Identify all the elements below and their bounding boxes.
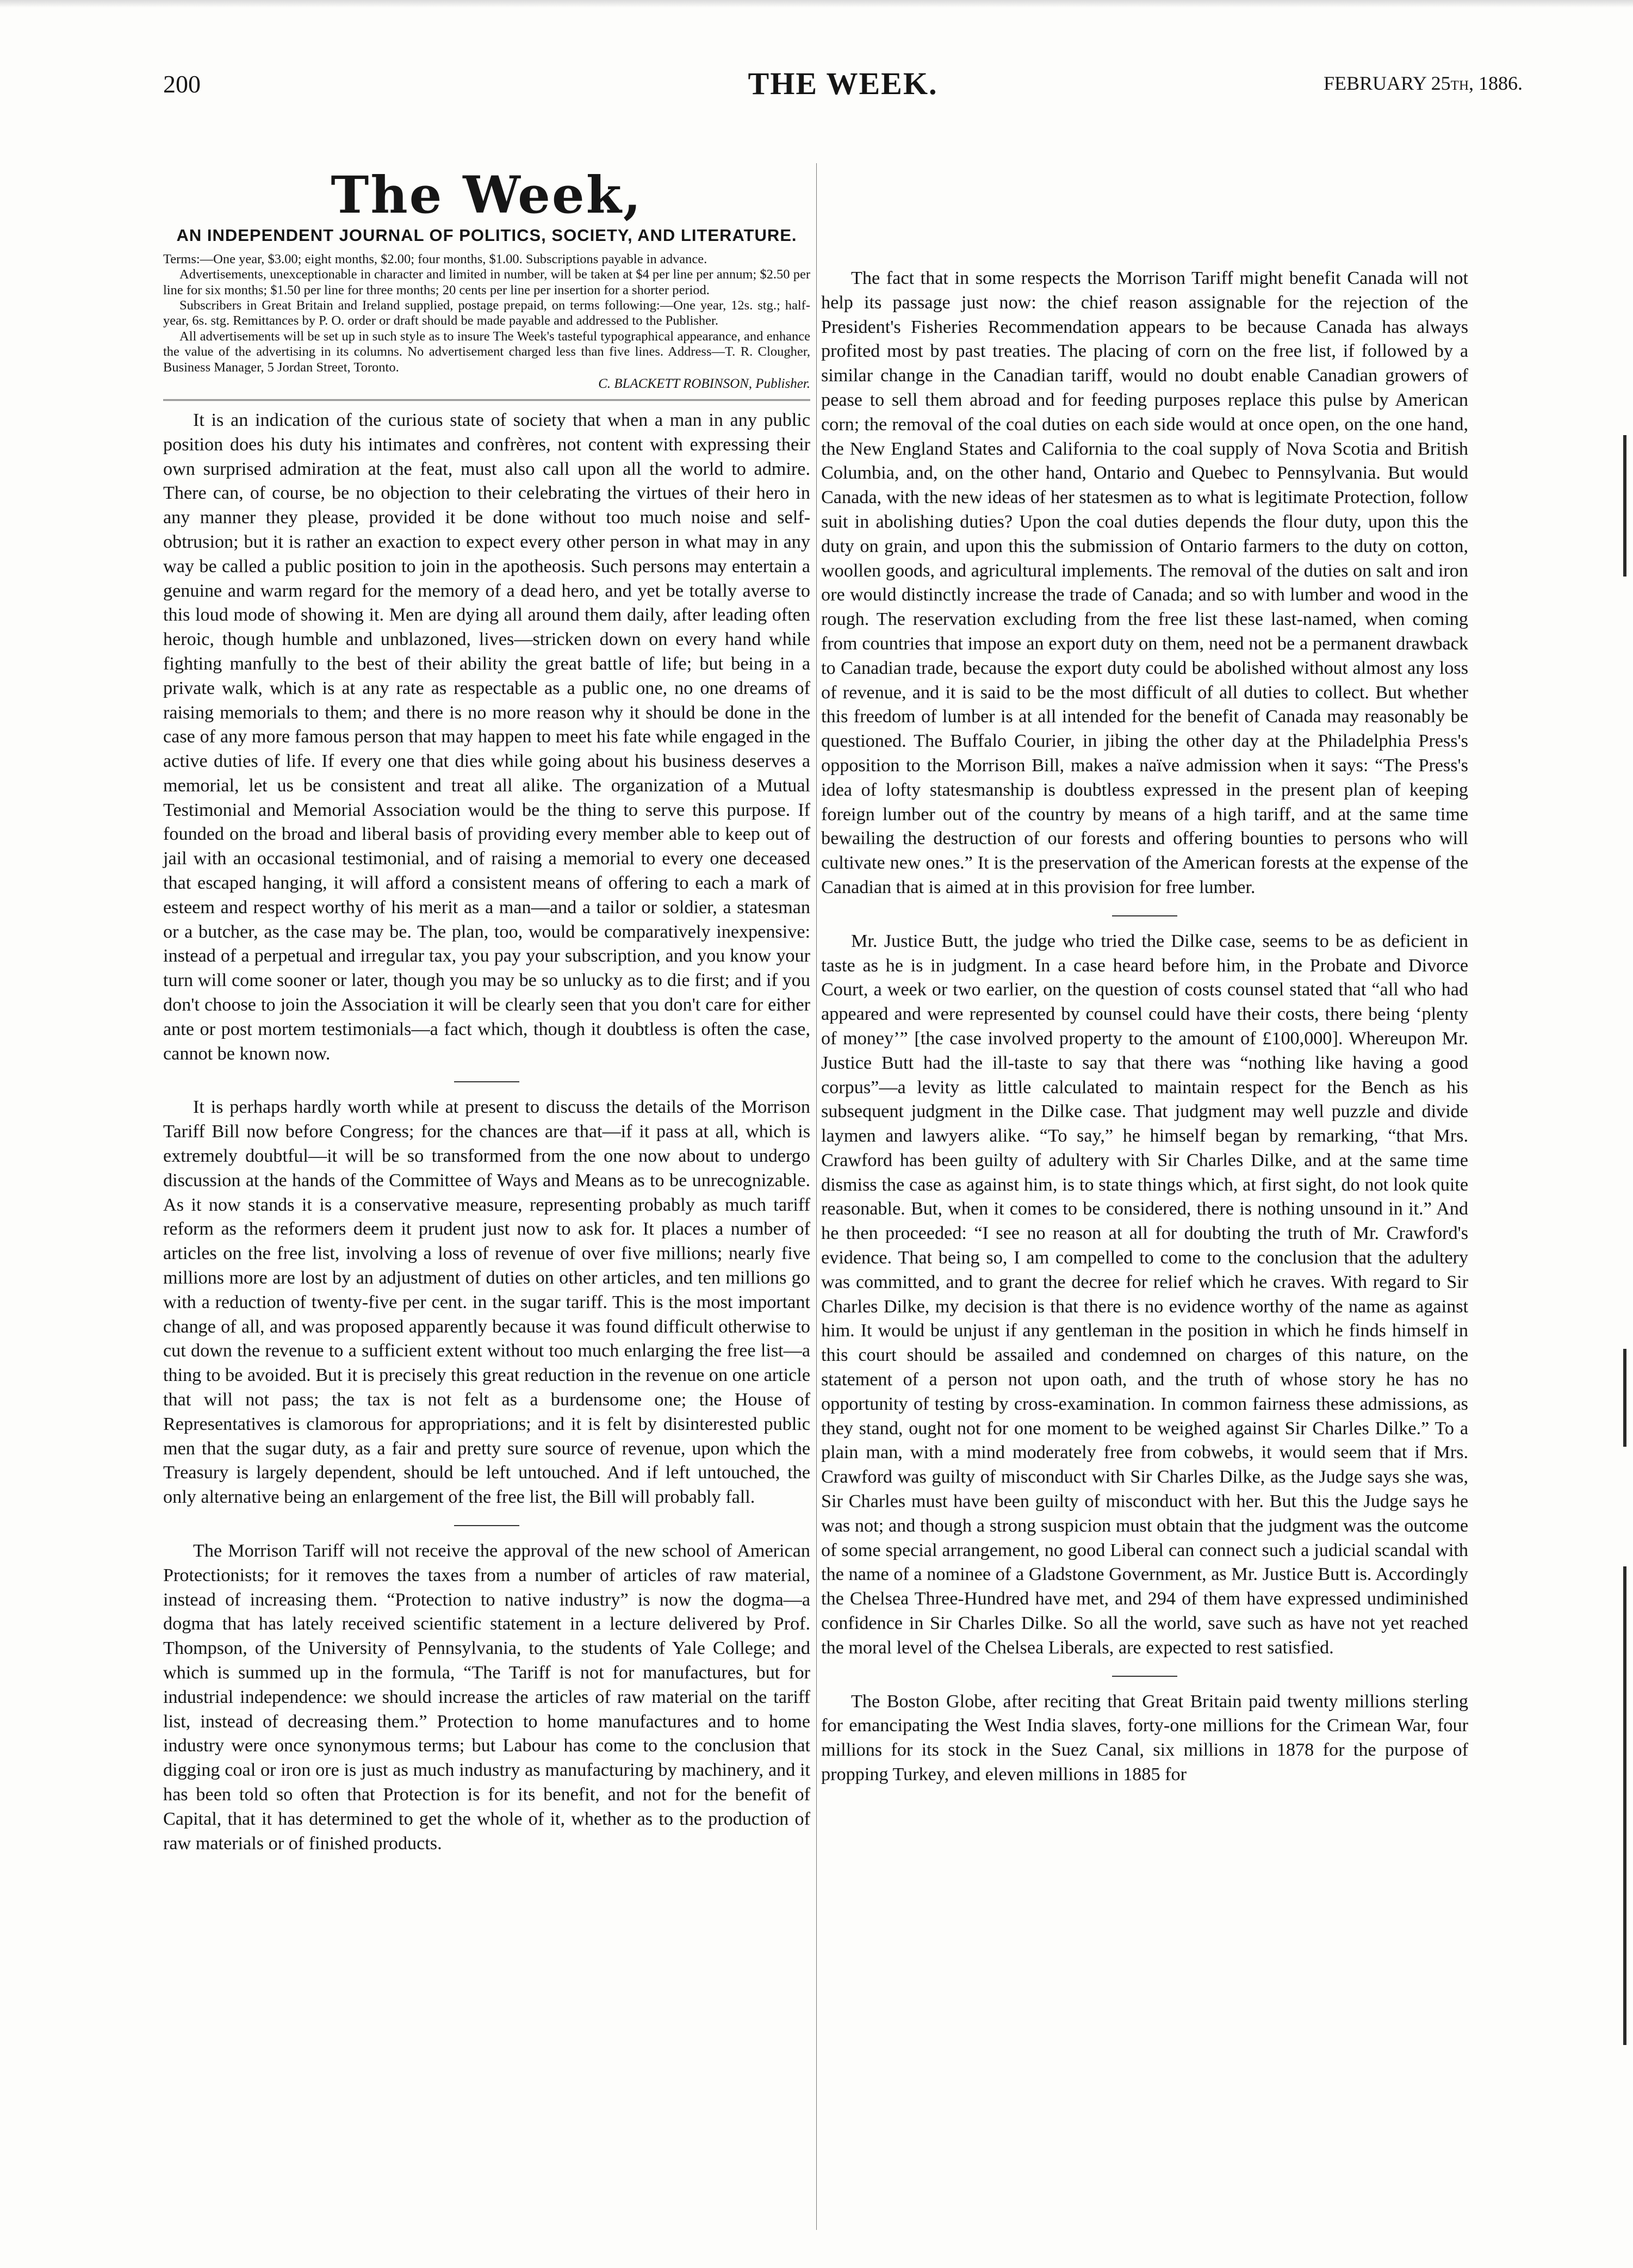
subscription-terms: Terms:—One year, $3.00; eight months, $2.00; four months, $1.00. Subscriptions payable in advance. [163, 251, 707, 267]
article-separator [1112, 915, 1177, 916]
publisher-line: C. BLACKETT ROBINSON, Publisher. [598, 376, 810, 391]
binding-mark [1623, 435, 1626, 577]
article-paragraph: Mr. Justice Butt, the judge who tried the Dilke case, seems to be as deficient in taste as he is in judgment. In a case heard before him, in the Probate and Divorce Court, a week or two earlier, on the question of costs counsel stated that “all who had appeared and were represented by counsel could have their costs, there being ‘plenty of money’” [the case involved property to the amount of £100,000]. Whereupon Mr. Justice Butt had the ill-taste to say that there was “nothing like having a good corpus”—a levity as little calculated to maintain respect for the Bench as his subsequent judgment in the Dilke case. That judgment may well puzzle and divide laymen and lawyers alike. “To say,” he himself began by remarking, “that Mrs. Crawford has been guilty of adultery with Sir Charles Dilke, and at the same time dismiss the case as against him, is to state things which, at first sight, do not look quite reasonable. But, when it comes to be considered, there is nothing unsound in it.” And he then proceeded: “I see no reason at all for doubting the truth of Mr. Crawford's evidence. That being so, I am compelled to come to the conclusion that the adultery was committed, and to grant the decree for relief which he craves. With regard to Sir Charles Dilke, my decision is that there is no evidence worthy of the name as against him. It would be unjust if any gentleman in the position in which he finds himself in this court should be assailed and condemned on charges of this nature, on the statement of a person not upon oath, and the truth of whose story he has no opportunity of testing by cross-examination. In common fairness these admissions, as they stand, ought not for one moment to be weighed against Sir Charles Dilke.” To a plain man, with a mind moderately free from cobwebs, it would seem that if Mrs. Crawford was guilty of misconduct with Sir Charles Dilke, as the Judge says she was, Sir Charles must have been guilty of misconduct with her. But this the Judge says he was not; and though a strong suspicion must obtain that the judgment was the outcome of some special arrangement, no good Liberal can connect such a judicial scandal with the name of a nominee of a Gladstone Government, as Mr. Justice Butt is. Accordingly the Chelsea Three-Hundred have met, and 294 of them have expressed undiminished confidence in Sir Charles Dilke. So all the world, save such as have not yet reached the moral level of the Chelsea Liberals, are expected to rest satisfied. [821, 931, 1468, 1658]
advertising-notice: All advertisements will be set up in such style as to insure The Week's tasteful typographical appearance, and enhance the value of the advertising in its columns. No advertisement charged less than five lines. Address—T. R. Clougher, Business Manager, 5 Jordan Street, Toronto. [163, 329, 810, 375]
article-paragraph: The Boston Globe, after reciting that Great Britain paid twenty millions sterling for emancipating the West India slaves, forty-one millions for the Crimean War, four millions for its stock in the Suez Canal, six millions in 1878 for the purpose of propping Turkey, and eleven millions in 1885 for [821, 1691, 1468, 1785]
article-separator [454, 1525, 519, 1526]
right-column [821, 169, 1468, 1787]
page-number: 200 [163, 70, 201, 98]
article-separator [454, 1081, 519, 1082]
left-column [163, 165, 810, 1856]
advertising-rates: Advertisements, unexceptionable in character and limited in number, will be taken at $4 per line per annum; $2.50 per line for six months; $1.50 per line for three months; 20 cents per line per insertion for a shorter period. [163, 267, 810, 298]
masthead-subtitle: AN INDEPENDENT JOURNAL OF POLITICS, SOCIETY, AND LITERATURE. [176, 225, 797, 245]
masthead-title: The Week, [331, 165, 643, 225]
masthead-rule [163, 399, 810, 401]
top-border [0, 0, 1633, 8]
paper-name: THE WEEK. [748, 66, 938, 101]
page-header [163, 65, 1523, 120]
binding-mark [1623, 1349, 1626, 1447]
article-paragraph: It is perhaps hardly worth while at present to discuss the details of the Morrison Tariff Bill now before Congress; for the chances are that—if it pass at all, which is extremely doubtful—it will be so transformed from the one now about to undergo discussion at the hands of the Committee of Ways and Means as to be unrecognizable. As it now stands it is a conservative measure, representing probably as much tariff reform as the reformers deem it prudent just now to ask for. It places a number of articles on the free list, involving a loss of revenue of over five millions; nearly five millions more are lost by an adjustment of duties on other articles, and ten millions go with a reduction of twenty-five per cent. in the sugar tariff. This is the most important change of all, and was proposed apparently because it was found difficult otherwise to cut down the revenue to a sufficient extent without too much enlarging the free list—a thing to be avoided. But it is precisely this great reduction in the revenue on one article that will not pass; the tax is not felt as a burdensome one; the House of Representatives is clamorous for appropriations; and it is felt by disinterested public men that the sugar duty, as a fair and pretty sure source of revenue, upon which the Treasury is largely dependent, should be left untouched. And if left untouched, the only alternative being an enlargement of the free list, the Bill will probably fall. [163, 1097, 810, 1508]
article-paragraph: The Morrison Tariff will not receive the approval of the new school of American Protectionists; for it removes the taxes from a number of articles of raw material, instead of increasing them. “Protection to native industry” is now the dogma—a dogma that has lately received scientific statement in a lecture delivered by Prof. Thompson, of the University of Pennsylvania, to the students of Yale College; and which is summed up in the formula, “The Tariff is not for manufactures, but for industrial independence: we should increase the articles of raw material on the tariff list, instead of decreasing them.” Protection to home manufactures and to home industry were once synonymous terms; but Labour has come to the conclusion that digging coal or iron ore is just as much industry as manufacturing by machinery, and it has been told so often that Protection is for its benefit, and not for the benefit of Capital, that it has determined to get the whole of it, whether as to the production of raw materials or of finished products. [163, 1541, 810, 1854]
subscriber-terms: Subscribers in Great Britain and Ireland supplied, postage prepaid, on terms following:—One year, 12s. stg.; half-year, 6s. stg. Remittances by P. O. order or draft should be made payable and addressed to the Publisher. [163, 298, 810, 329]
article-paragraph: It is an indication of the curious state of society that when a man in any public position does his duty his intimates and confrères, not content with expressing their own surprised admiration at the feat, must also call upon all the world to admire. There can, of course, be no objection to their celebrating the virtues of their hero in any manner they please, provided it be done without too much noise and self-obtrusion; but it is rather an exaction to expect every other person in what may in any way be called a public position to join in the apotheosis. Such persons may entertain a genuine and warm regard for the memory of a dead hero, and yet be totally averse to this loud mode of showing it. Men are dying all around them daily, after leading often heroic, though humble and unblazoned, lives—stricken down on every hand while fighting manfully to the best of their ability the great battle of life; but being in a private walk, which is at any rate as respectable as a public one, no one dreams of raising memorials to them; and there is no more reason why it should be done in the case of any more famous person that may happen to meet his fate while engaged in the active duties of life. If every one that dies while going about his business deserves a memorial, let us be consistent and treat all alike. The organization of a Mutual Testimonial and Memorial Association would be the thing to serve this purpose. If founded on the broad and liberal basis of providing every member able to keep out of jail with an occasional testimonial, and of raising a memorial to every one deceased that escaped hanging, it will afford a consistent means of offering to each a mark of esteem and respect worthy of his merit as a man—and a tailor or soldier, a statesman or a butcher, as the case may be. The plan, too, would be comparatively inexpensive: instead of a perpetual and irregular tax, you pay your subscription, and you know your turn will come sooner or later, though you may be so unlucky as to die first; and if you don't choose to join the Association it will be clearly seen that you don't care for either ante or post mortem testimonials—a fact which, though it doubtless is often the case, cannot be known now. [163, 410, 810, 1064]
article-paragraph: The fact that in some respects the Morrison Tariff might benefit Canada will not help its passage just now: the chief reason assignable for the rejection of the President's Fisheries Recommendation appears to be because Canada has always profited most by past treaties. The placing of corn on the free list, if followed by a similar change in the Canadian tariff, would no doubt enable Canadian growers of pease to sell them abroad and for feeding purposes replace this pulse by American corn; the removal of the coal duties on each side would at once open, on the one hand, the New England States and California to the coal supply of Nova Scotia and British Columbia, and, on the other hand, Ontario and Quebec to Pennsylvania. But would Canada, with the new ideas of her statesmen as to what is legitimate Protection, follow suit in abolishing duties? Upon the coal duties depends the flour duty, upon this the duty on grain, and upon this the submission of Ontario farmers to the duty on cotton, woollen goods, and agricultural implements. The removal of the duties on salt and iron ore would distinctly increase the trade of Canada; and so with lumber and wood in the rough. The reservation excluding from the free list these last-named, when coming from countries that impose an export duty on them, need not be a permanent drawback to Canadian trade, because the export duty could be abolished without almost any loss of revenue, and it is said to be the most difficult of all duties to collect. But whether this freedom of lumber is at all intended for the benefit of Canada may reasonably be questioned. The Buffalo Courier, in jibing the other day at the Philadelphia Press's opposition to the Morrison Bill, makes a naïve admission when it says: “The Press's idea of lofty statesmanship is doubtless expressed in the present plan of keeping foreign lumber out of the country by means of a high tariff, and at the same time bewailing the destruction of our forests and offering bounties to persons who will cultivate new ones.” It is the preservation of the American forests at the expense of the Canadian that is aimed at in this provision for free lumber. [821, 268, 1468, 897]
binding-mark [1623, 1566, 1626, 2045]
issue-date: FEBRUARY 25th, 1886. [1323, 72, 1523, 94]
article-separator [1112, 1676, 1177, 1677]
